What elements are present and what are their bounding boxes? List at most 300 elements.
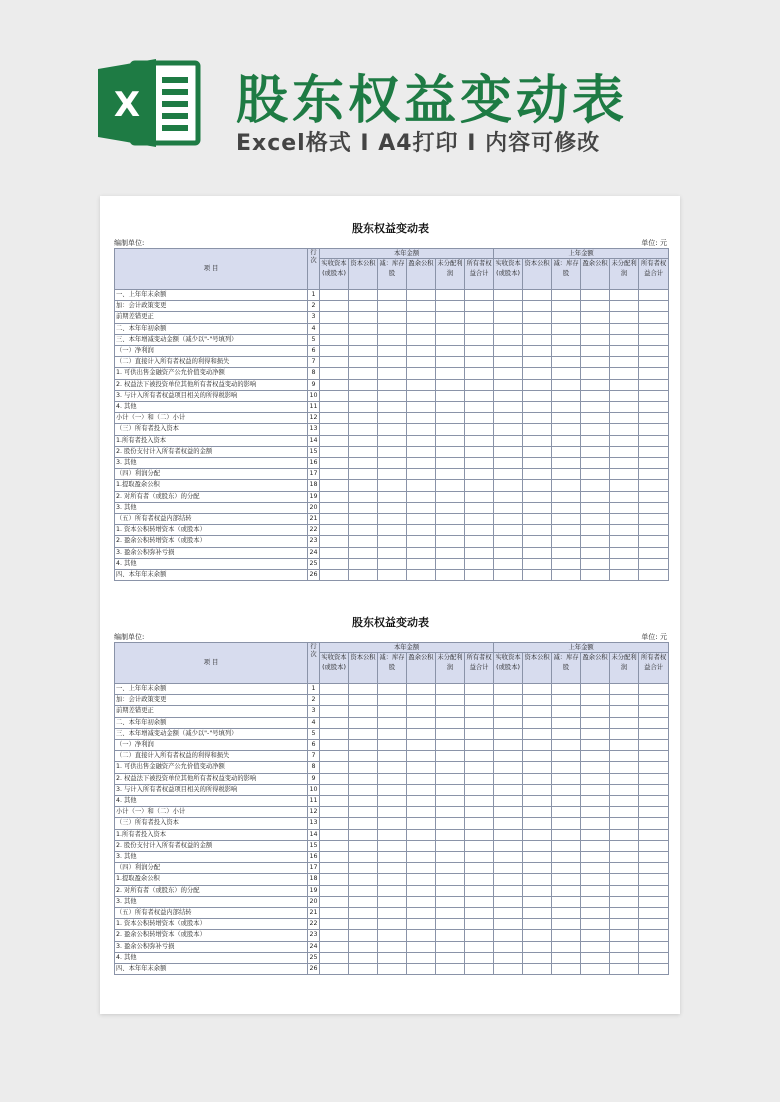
amount-cell[interactable] xyxy=(494,896,523,907)
amount-cell[interactable] xyxy=(407,458,436,469)
amount-cell[interactable] xyxy=(610,885,639,896)
amount-cell[interactable] xyxy=(407,491,436,502)
amount-cell[interactable] xyxy=(320,491,349,502)
amount-cell[interactable] xyxy=(349,413,378,424)
amount-cell[interactable] xyxy=(639,751,669,762)
amount-cell[interactable] xyxy=(349,346,378,357)
amount-cell[interactable] xyxy=(465,717,494,728)
amount-cell[interactable] xyxy=(523,379,552,390)
amount-cell[interactable] xyxy=(552,390,581,401)
amount-cell[interactable] xyxy=(465,323,494,334)
amount-cell[interactable] xyxy=(465,357,494,368)
amount-cell[interactable] xyxy=(378,491,407,502)
amount-cell[interactable] xyxy=(378,695,407,706)
amount-cell[interactable] xyxy=(436,740,465,751)
amount-cell[interactable] xyxy=(610,323,639,334)
amount-cell[interactable] xyxy=(581,695,610,706)
amount-cell[interactable] xyxy=(407,558,436,569)
amount-cell[interactable] xyxy=(407,919,436,930)
amount-cell[interactable] xyxy=(465,796,494,807)
amount-cell[interactable] xyxy=(494,728,523,739)
amount-cell[interactable] xyxy=(378,379,407,390)
amount-cell[interactable] xyxy=(639,334,669,345)
amount-cell[interactable] xyxy=(320,728,349,739)
amount-cell[interactable] xyxy=(407,301,436,312)
amount-cell[interactable] xyxy=(610,536,639,547)
amount-cell[interactable] xyxy=(378,346,407,357)
amount-cell[interactable] xyxy=(581,751,610,762)
amount-cell[interactable] xyxy=(407,784,436,795)
amount-cell[interactable] xyxy=(407,570,436,581)
amount-cell[interactable] xyxy=(581,558,610,569)
amount-cell[interactable] xyxy=(465,480,494,491)
amount-cell[interactable] xyxy=(465,728,494,739)
amount-cell[interactable] xyxy=(349,941,378,952)
amount-cell[interactable] xyxy=(610,368,639,379)
amount-cell[interactable] xyxy=(465,458,494,469)
amount-cell[interactable] xyxy=(349,502,378,513)
amount-cell[interactable] xyxy=(639,525,669,536)
amount-cell[interactable] xyxy=(494,458,523,469)
amount-cell[interactable] xyxy=(494,751,523,762)
amount-cell[interactable] xyxy=(436,312,465,323)
amount-cell[interactable] xyxy=(610,301,639,312)
amount-cell[interactable] xyxy=(610,435,639,446)
amount-cell[interactable] xyxy=(407,536,436,547)
amount-cell[interactable] xyxy=(378,514,407,525)
amount-cell[interactable] xyxy=(378,480,407,491)
amount-cell[interactable] xyxy=(407,402,436,413)
amount-cell[interactable] xyxy=(581,334,610,345)
amount-cell[interactable] xyxy=(465,784,494,795)
amount-cell[interactable] xyxy=(320,514,349,525)
amount-cell[interactable] xyxy=(320,290,349,301)
amount-cell[interactable] xyxy=(349,312,378,323)
amount-cell[interactable] xyxy=(349,852,378,863)
amount-cell[interactable] xyxy=(378,706,407,717)
amount-cell[interactable] xyxy=(407,863,436,874)
amount-cell[interactable] xyxy=(552,491,581,502)
amount-cell[interactable] xyxy=(349,919,378,930)
amount-cell[interactable] xyxy=(494,558,523,569)
amount-cell[interactable] xyxy=(378,751,407,762)
amount-cell[interactable] xyxy=(494,829,523,840)
amount-cell[interactable] xyxy=(523,728,552,739)
amount-cell[interactable] xyxy=(639,402,669,413)
amount-cell[interactable] xyxy=(349,458,378,469)
amount-cell[interactable] xyxy=(465,570,494,581)
amount-cell[interactable] xyxy=(465,491,494,502)
amount-cell[interactable] xyxy=(494,952,523,963)
amount-cell[interactable] xyxy=(639,930,669,941)
amount-cell[interactable] xyxy=(436,751,465,762)
amount-cell[interactable] xyxy=(523,964,552,975)
amount-cell[interactable] xyxy=(552,525,581,536)
amount-cell[interactable] xyxy=(378,818,407,829)
amount-cell[interactable] xyxy=(581,852,610,863)
amount-cell[interactable] xyxy=(436,840,465,851)
amount-cell[interactable] xyxy=(436,368,465,379)
amount-cell[interactable] xyxy=(523,413,552,424)
amount-cell[interactable] xyxy=(610,941,639,952)
amount-cell[interactable] xyxy=(523,695,552,706)
amount-cell[interactable] xyxy=(436,908,465,919)
amount-cell[interactable] xyxy=(639,536,669,547)
amount-cell[interactable] xyxy=(378,570,407,581)
amount-cell[interactable] xyxy=(610,919,639,930)
amount-cell[interactable] xyxy=(639,301,669,312)
amount-cell[interactable] xyxy=(494,323,523,334)
amount-cell[interactable] xyxy=(436,446,465,457)
amount-cell[interactable] xyxy=(581,840,610,851)
amount-cell[interactable] xyxy=(610,402,639,413)
amount-cell[interactable] xyxy=(523,751,552,762)
amount-cell[interactable] xyxy=(378,435,407,446)
amount-cell[interactable] xyxy=(349,480,378,491)
amount-cell[interactable] xyxy=(494,469,523,480)
amount-cell[interactable] xyxy=(552,480,581,491)
amount-cell[interactable] xyxy=(378,357,407,368)
amount-cell[interactable] xyxy=(465,829,494,840)
amount-cell[interactable] xyxy=(523,807,552,818)
amount-cell[interactable] xyxy=(494,480,523,491)
amount-cell[interactable] xyxy=(465,446,494,457)
amount-cell[interactable] xyxy=(407,829,436,840)
amount-cell[interactable] xyxy=(639,390,669,401)
amount-cell[interactable] xyxy=(552,852,581,863)
amount-cell[interactable] xyxy=(581,446,610,457)
amount-cell[interactable] xyxy=(320,684,349,695)
amount-cell[interactable] xyxy=(407,424,436,435)
amount-cell[interactable] xyxy=(552,536,581,547)
amount-cell[interactable] xyxy=(494,502,523,513)
amount-cell[interactable] xyxy=(523,908,552,919)
amount-cell[interactable] xyxy=(494,773,523,784)
amount-cell[interactable] xyxy=(407,908,436,919)
amount-cell[interactable] xyxy=(349,818,378,829)
amount-cell[interactable] xyxy=(320,840,349,851)
amount-cell[interactable] xyxy=(639,807,669,818)
amount-cell[interactable] xyxy=(523,818,552,829)
amount-cell[interactable] xyxy=(552,762,581,773)
amount-cell[interactable] xyxy=(349,762,378,773)
amount-cell[interactable] xyxy=(639,480,669,491)
amount-cell[interactable] xyxy=(465,525,494,536)
amount-cell[interactable] xyxy=(639,435,669,446)
amount-cell[interactable] xyxy=(320,424,349,435)
amount-cell[interactable] xyxy=(523,773,552,784)
amount-cell[interactable] xyxy=(378,784,407,795)
amount-cell[interactable] xyxy=(407,952,436,963)
amount-cell[interactable] xyxy=(349,874,378,885)
amount-cell[interactable] xyxy=(552,301,581,312)
amount-cell[interactable] xyxy=(436,525,465,536)
amount-cell[interactable] xyxy=(349,536,378,547)
amount-cell[interactable] xyxy=(552,695,581,706)
amount-cell[interactable] xyxy=(378,469,407,480)
amount-cell[interactable] xyxy=(407,840,436,851)
amount-cell[interactable] xyxy=(436,818,465,829)
amount-cell[interactable] xyxy=(349,829,378,840)
amount-cell[interactable] xyxy=(320,695,349,706)
amount-cell[interactable] xyxy=(465,896,494,907)
amount-cell[interactable] xyxy=(552,706,581,717)
amount-cell[interactable] xyxy=(552,807,581,818)
amount-cell[interactable] xyxy=(407,930,436,941)
amount-cell[interactable] xyxy=(552,908,581,919)
amount-cell[interactable] xyxy=(465,840,494,851)
amount-cell[interactable] xyxy=(581,930,610,941)
amount-cell[interactable] xyxy=(639,952,669,963)
amount-cell[interactable] xyxy=(465,684,494,695)
amount-cell[interactable] xyxy=(349,402,378,413)
amount-cell[interactable] xyxy=(320,930,349,941)
amount-cell[interactable] xyxy=(639,424,669,435)
amount-cell[interactable] xyxy=(407,290,436,301)
amount-cell[interactable] xyxy=(378,334,407,345)
amount-cell[interactable] xyxy=(320,818,349,829)
amount-cell[interactable] xyxy=(349,290,378,301)
amount-cell[interactable] xyxy=(581,829,610,840)
amount-cell[interactable] xyxy=(349,885,378,896)
amount-cell[interactable] xyxy=(407,684,436,695)
amount-cell[interactable] xyxy=(320,446,349,457)
amount-cell[interactable] xyxy=(494,424,523,435)
amount-cell[interactable] xyxy=(581,390,610,401)
amount-cell[interactable] xyxy=(465,863,494,874)
amount-cell[interactable] xyxy=(639,446,669,457)
amount-cell[interactable] xyxy=(349,469,378,480)
amount-cell[interactable] xyxy=(407,740,436,751)
amount-cell[interactable] xyxy=(465,334,494,345)
amount-cell[interactable] xyxy=(523,502,552,513)
amount-cell[interactable] xyxy=(349,301,378,312)
amount-cell[interactable] xyxy=(349,706,378,717)
amount-cell[interactable] xyxy=(465,807,494,818)
amount-cell[interactable] xyxy=(407,874,436,885)
amount-cell[interactable] xyxy=(610,514,639,525)
amount-cell[interactable] xyxy=(436,424,465,435)
amount-cell[interactable] xyxy=(436,717,465,728)
amount-cell[interactable] xyxy=(494,301,523,312)
amount-cell[interactable] xyxy=(581,740,610,751)
amount-cell[interactable] xyxy=(320,717,349,728)
amount-cell[interactable] xyxy=(349,740,378,751)
amount-cell[interactable] xyxy=(610,424,639,435)
amount-cell[interactable] xyxy=(523,323,552,334)
amount-cell[interactable] xyxy=(378,323,407,334)
amount-cell[interactable] xyxy=(494,684,523,695)
amount-cell[interactable] xyxy=(320,390,349,401)
amount-cell[interactable] xyxy=(465,558,494,569)
amount-cell[interactable] xyxy=(349,751,378,762)
amount-cell[interactable] xyxy=(639,357,669,368)
amount-cell[interactable] xyxy=(494,706,523,717)
amount-cell[interactable] xyxy=(639,290,669,301)
amount-cell[interactable] xyxy=(436,930,465,941)
amount-cell[interactable] xyxy=(639,796,669,807)
amount-cell[interactable] xyxy=(581,807,610,818)
amount-cell[interactable] xyxy=(349,952,378,963)
amount-cell[interactable] xyxy=(639,896,669,907)
amount-cell[interactable] xyxy=(465,751,494,762)
amount-cell[interactable] xyxy=(552,346,581,357)
amount-cell[interactable] xyxy=(494,840,523,851)
amount-cell[interactable] xyxy=(407,514,436,525)
amount-cell[interactable] xyxy=(436,852,465,863)
amount-cell[interactable] xyxy=(581,413,610,424)
amount-cell[interactable] xyxy=(581,896,610,907)
amount-cell[interactable] xyxy=(494,402,523,413)
amount-cell[interactable] xyxy=(436,502,465,513)
amount-cell[interactable] xyxy=(581,525,610,536)
amount-cell[interactable] xyxy=(378,536,407,547)
amount-cell[interactable] xyxy=(407,357,436,368)
amount-cell[interactable] xyxy=(523,402,552,413)
amount-cell[interactable] xyxy=(349,323,378,334)
amount-cell[interactable] xyxy=(436,807,465,818)
amount-cell[interactable] xyxy=(610,840,639,851)
amount-cell[interactable] xyxy=(581,435,610,446)
amount-cell[interactable] xyxy=(378,525,407,536)
amount-cell[interactable] xyxy=(436,491,465,502)
amount-cell[interactable] xyxy=(552,684,581,695)
amount-cell[interactable] xyxy=(320,536,349,547)
amount-cell[interactable] xyxy=(610,379,639,390)
amount-cell[interactable] xyxy=(639,852,669,863)
amount-cell[interactable] xyxy=(523,740,552,751)
amount-cell[interactable] xyxy=(552,357,581,368)
amount-cell[interactable] xyxy=(494,491,523,502)
amount-cell[interactable] xyxy=(639,491,669,502)
amount-cell[interactable] xyxy=(581,762,610,773)
amount-cell[interactable] xyxy=(320,402,349,413)
amount-cell[interactable] xyxy=(465,919,494,930)
amount-cell[interactable] xyxy=(407,762,436,773)
amount-cell[interactable] xyxy=(610,469,639,480)
amount-cell[interactable] xyxy=(552,919,581,930)
amount-cell[interactable] xyxy=(407,502,436,513)
amount-cell[interactable] xyxy=(320,469,349,480)
amount-cell[interactable] xyxy=(610,502,639,513)
amount-cell[interactable] xyxy=(494,547,523,558)
amount-cell[interactable] xyxy=(639,368,669,379)
amount-cell[interactable] xyxy=(523,784,552,795)
amount-cell[interactable] xyxy=(378,390,407,401)
amount-cell[interactable] xyxy=(465,346,494,357)
amount-cell[interactable] xyxy=(552,796,581,807)
amount-cell[interactable] xyxy=(581,547,610,558)
amount-cell[interactable] xyxy=(349,796,378,807)
amount-cell[interactable] xyxy=(494,357,523,368)
amount-cell[interactable] xyxy=(436,558,465,569)
amount-cell[interactable] xyxy=(494,390,523,401)
amount-cell[interactable] xyxy=(581,536,610,547)
amount-cell[interactable] xyxy=(552,896,581,907)
amount-cell[interactable] xyxy=(523,514,552,525)
amount-cell[interactable] xyxy=(320,312,349,323)
amount-cell[interactable] xyxy=(436,684,465,695)
amount-cell[interactable] xyxy=(320,323,349,334)
amount-cell[interactable] xyxy=(465,469,494,480)
amount-cell[interactable] xyxy=(523,885,552,896)
amount-cell[interactable] xyxy=(407,413,436,424)
amount-cell[interactable] xyxy=(552,323,581,334)
amount-cell[interactable] xyxy=(639,773,669,784)
amount-cell[interactable] xyxy=(581,717,610,728)
amount-cell[interactable] xyxy=(494,740,523,751)
amount-cell[interactable] xyxy=(349,525,378,536)
amount-cell[interactable] xyxy=(552,930,581,941)
amount-cell[interactable] xyxy=(320,413,349,424)
amount-cell[interactable] xyxy=(494,312,523,323)
amount-cell[interactable] xyxy=(378,290,407,301)
amount-cell[interactable] xyxy=(436,357,465,368)
amount-cell[interactable] xyxy=(610,558,639,569)
amount-cell[interactable] xyxy=(523,852,552,863)
amount-cell[interactable] xyxy=(320,368,349,379)
amount-cell[interactable] xyxy=(378,829,407,840)
amount-cell[interactable] xyxy=(349,570,378,581)
amount-cell[interactable] xyxy=(639,728,669,739)
amount-cell[interactable] xyxy=(494,290,523,301)
amount-cell[interactable] xyxy=(349,784,378,795)
amount-cell[interactable] xyxy=(436,863,465,874)
amount-cell[interactable] xyxy=(349,930,378,941)
amount-cell[interactable] xyxy=(349,334,378,345)
amount-cell[interactable] xyxy=(436,964,465,975)
amount-cell[interactable] xyxy=(436,480,465,491)
amount-cell[interactable] xyxy=(320,773,349,784)
amount-cell[interactable] xyxy=(523,941,552,952)
amount-cell[interactable] xyxy=(378,458,407,469)
amount-cell[interactable] xyxy=(581,502,610,513)
amount-cell[interactable] xyxy=(378,762,407,773)
amount-cell[interactable] xyxy=(349,547,378,558)
amount-cell[interactable] xyxy=(407,446,436,457)
amount-cell[interactable] xyxy=(610,796,639,807)
amount-cell[interactable] xyxy=(407,695,436,706)
amount-cell[interactable] xyxy=(523,547,552,558)
amount-cell[interactable] xyxy=(639,379,669,390)
amount-cell[interactable] xyxy=(378,558,407,569)
amount-cell[interactable] xyxy=(523,558,552,569)
amount-cell[interactable] xyxy=(465,514,494,525)
amount-cell[interactable] xyxy=(610,874,639,885)
amount-cell[interactable] xyxy=(610,740,639,751)
amount-cell[interactable] xyxy=(639,740,669,751)
amount-cell[interactable] xyxy=(639,312,669,323)
amount-cell[interactable] xyxy=(465,301,494,312)
amount-cell[interactable] xyxy=(349,863,378,874)
amount-cell[interactable] xyxy=(378,885,407,896)
amount-cell[interactable] xyxy=(523,368,552,379)
amount-cell[interactable] xyxy=(494,435,523,446)
amount-cell[interactable] xyxy=(610,807,639,818)
amount-cell[interactable] xyxy=(581,312,610,323)
amount-cell[interactable] xyxy=(465,852,494,863)
amount-cell[interactable] xyxy=(639,717,669,728)
amount-cell[interactable] xyxy=(436,919,465,930)
amount-cell[interactable] xyxy=(378,740,407,751)
amount-cell[interactable] xyxy=(523,717,552,728)
amount-cell[interactable] xyxy=(378,684,407,695)
amount-cell[interactable] xyxy=(581,323,610,334)
amount-cell[interactable] xyxy=(320,301,349,312)
amount-cell[interactable] xyxy=(610,458,639,469)
amount-cell[interactable] xyxy=(320,547,349,558)
amount-cell[interactable] xyxy=(349,964,378,975)
